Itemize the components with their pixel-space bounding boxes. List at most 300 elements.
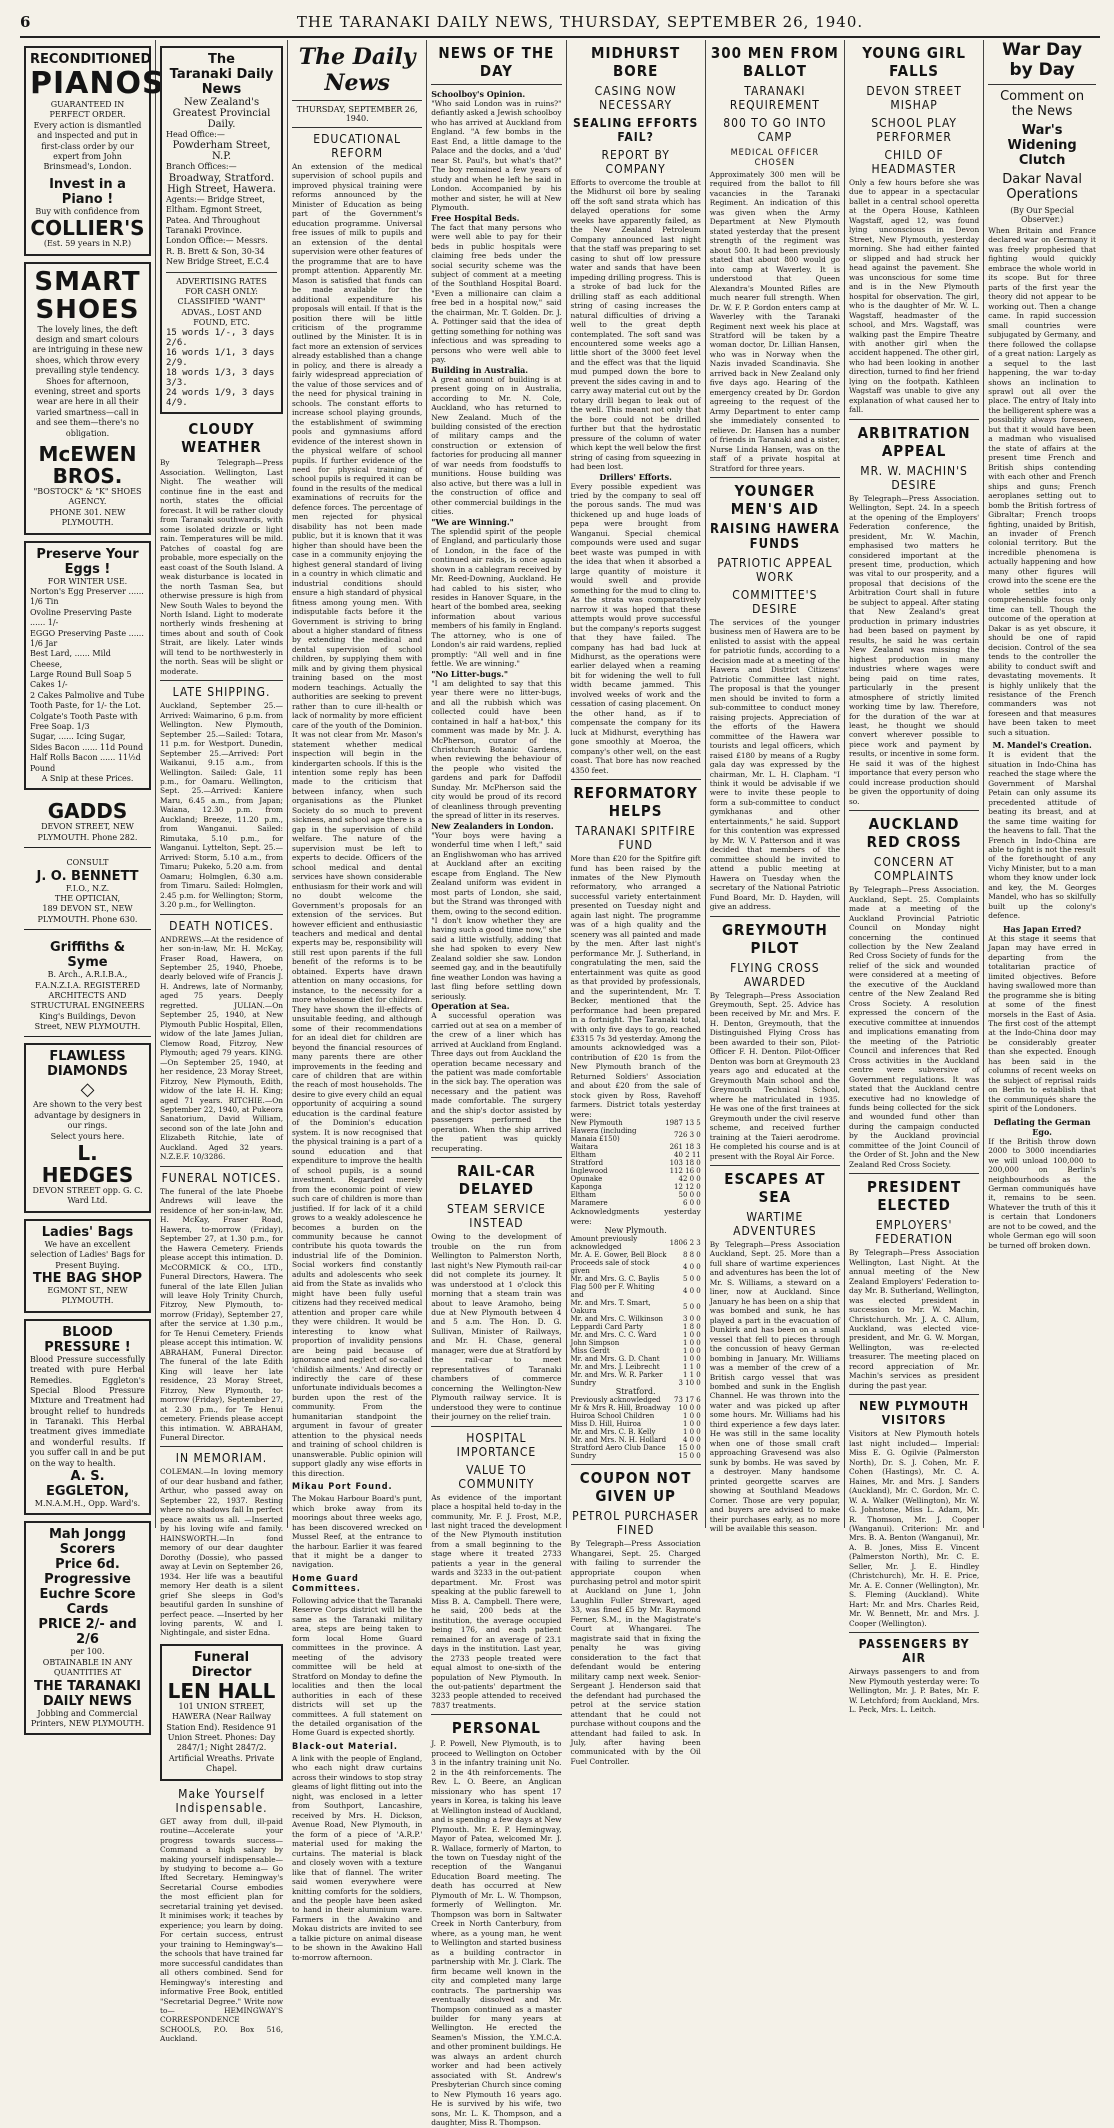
acknowledgments-table xyxy=(571,1235,701,1387)
item-body: The fact that many persons who were well able to pay for their beds in public hospitals were claiming free beds under the social security scheme was the subject of comment at a meeting of the Southland Hospital Board. "Even a millionaire can claim a free bed in a hospital now," said the chairman, Mr. T. Golden. Dr. J. A. Pottinger said that the idea of getting something for nothing was infectious and was spreading to persons who were well able to pay. xyxy=(431,222,562,365)
pianos-ad xyxy=(24,46,165,256)
section-heading: Make Yourself Indispensable. xyxy=(175,1786,268,1815)
price-line: 2 Cakes Palmolive and Tube Tooth Paste, for 1/- the Lot. xyxy=(30,690,145,711)
ad-store: McEWEN BROS. xyxy=(38,442,137,488)
article-subhead: PETROL PURCHASER FINED xyxy=(572,1509,700,1538)
table-cell: 3 0 0 xyxy=(682,1315,701,1324)
ad-title: Progressive Euchre Score Cards xyxy=(39,1572,136,1618)
article-subhead: CONCERN AT COMPLAINTS xyxy=(873,855,955,884)
table-row xyxy=(571,1436,701,1444)
table-row xyxy=(571,1159,701,1167)
table-cell: Amount previously acknowledged xyxy=(570,1235,638,1252)
table-cell: Kaponga xyxy=(570,1183,602,1192)
table-cell: 4 0 0 xyxy=(682,1436,701,1445)
item-heading: Free Hospital Beds. xyxy=(431,212,520,223)
ad-title: PIANOS xyxy=(30,66,165,101)
table-row xyxy=(571,1119,701,1127)
table-cell: 1 1 0 xyxy=(682,1371,701,1380)
table-row xyxy=(571,1371,701,1379)
ad-title: SMART SHOES xyxy=(34,266,141,326)
table-cell: Mr & Mrs R. Hill, Broadway xyxy=(570,1404,671,1413)
table-cell: Eltham xyxy=(570,1151,596,1160)
table-cell: Huiroa School Children xyxy=(570,1412,655,1421)
section-heading: FUNERAL NOTICES. xyxy=(161,1170,282,1185)
table-cell: 15 0 0 xyxy=(678,1444,701,1453)
table-cell: Waitara xyxy=(570,1143,599,1152)
ad-title: Funeral Director xyxy=(191,1649,252,1680)
table-cell: 112 16 0 xyxy=(669,1167,701,1176)
article-subhead: VALUE TO COMMUNITY xyxy=(458,1462,535,1491)
table-cell: New Plymouth xyxy=(570,1119,623,1128)
ad-text: PHONE 301. NEW PLYMOUTH. xyxy=(49,507,126,528)
article-subhead: 800 TO GO INTO CAMP xyxy=(723,116,827,144)
table-cell: Stratford Aero Club Dance xyxy=(570,1444,666,1453)
item-heading: Schoolboy's Opinion. xyxy=(431,89,526,99)
ad-text: Are shown to the very best advantage by designers in our rings. xyxy=(32,1100,143,1131)
table-row xyxy=(571,1347,701,1355)
rate-line: 24 words 1/9, 3 days 4/9. xyxy=(166,388,275,409)
article-headline: YOUNG GIRL FALLS xyxy=(862,44,966,80)
table-row xyxy=(571,1404,701,1412)
item-heading: Mikau Port Found. xyxy=(292,1482,393,1493)
price-line: Half Rolls Bacon ...... 11½d Pound xyxy=(30,753,141,773)
article-body: Auckland, September 25.—Arrived: Waimarino, 6 p.m. from Wellington. New Plymouth, September 25.—Sailed: Totara, 11 p.m. for Westport. Dunedin, September 25.—Arrived: Port Waikanui, 9.15 a.m., from Wellington. Sailed: Gale, 11 p.m., for Oamaru. Wellington, Sept. 25.—Arrived: Kaniere Maru, 6.45 a.m., from Japan; Waiana, 12.30 p.m. from Auckland; Breeze, 11.20 p.m., from Wanganui. Sailed: Rimutaka, 5.10 p.m., for Wanganui. Lyttelton, Sept. 25.—Arrived: Storm, 5.10 a.m., from Timaru; Pukeko, 5.20 a.m. from Oamaru; Holmglen, 6.30 a.m. from Timaru. Sailed: Holmglen, 2.45 p.m. for Wellington; Storm, 3.20 p.m., for Wellington. xyxy=(160,701,284,910)
article-subhead: CASING NOW NECESSARY xyxy=(594,84,677,112)
table-cell: 3 10 0 xyxy=(678,1379,701,1388)
table-row xyxy=(571,1283,701,1299)
editorial-masthead: The Daily News xyxy=(298,44,416,96)
ad-text: Price 6d. xyxy=(55,1557,120,1573)
item-body: "Your boys were having a wonderful time when I left," said an Englishwoman who has arrived at Auckland after an exciting escape from England. The New Zealand uniform was evident in most parts of London, she said, but the Strand was thronged with them, owing to the second edition. "I don't know whether they are having such a good time now," she said a little wistfully, adding that she had spoken to every New Zealand soldier she saw. London seemed gay, and in the beautifully fine weather London was having a last fling before settling down seriously. xyxy=(431,830,562,1001)
news-item xyxy=(431,89,561,213)
article-subhead: SEALING EFFORTS FAIL? xyxy=(572,116,699,144)
article-body: J. P. Powell, New Plymouth, is to proceed to Wellington on October 3 in the infantry training unit No. 2 in the 4th reinforcements. The Rev. L. O. Beere, an Anglican missionary who has spent 17 years in Korea, is taking his leave at Wellington instead of Auckland, and is spending a few days at New Plymouth. Mr. E. P. Hemingway, Mayor of Patea, welcomed Mr. J. R. Wallace, formerly of Marton, to the town on Tuesday night of the reception of the Wanganui Education Board meeting. The death has occurred at New Plymouth of Mr. L. W. Thompson, formerly of Wellington. Mr. Thompson was born in Saltwater Creek in North Canterbury, from where, as a young man, he went to Wellington and started business as a building contractor in partnership with Mr. J. Clark. The firm became well known in the city and completed many large contracts. The partnership was eventually dissolved and Mr. Thompson continued as a master builder for many years at Wellington. He erected the Seamen's Mission, the Y.M.C.A. and other prominent buildings. He was always an ardent church worker and had been actively associated with St. Andrew's Presbyterian Church since coming to New Plymouth 16 years ago. He is survived by his wife, two sons, Mr. L. K. Thompson, and a daughter, Miss R. Thompson. xyxy=(431,1739,562,2128)
ad-text: Jobbing and Commercial Printers, NEW PLYMOUTH. xyxy=(30,1708,145,1728)
page-number: 6 xyxy=(20,13,31,31)
article-body: Approximately 300 men will be required from the ballot to fill vacancies in the Taranaki Regiment. An indication of this was given when the Army Department at New Plymouth stated yesterday that the present strength of the regiment was about 500. It had been previously stated that about 800 would go into camp at Waverley. It is understood that Queen Alexandra's Mounted Rifles are much nearer full strength. When Dr. W. F. P. Gordon enters camp at Waverley with the Taranaki Regiment next week his place at Stratford will be taken by a woman doctor, Dr. Lillian Hansen, who was in Norway when the Nazis invaded Scandinavia. She arrived back in New Zealand only five days ago. Hearing of the emergency created by Dr. Gordon agreeing to the request of the Army Department to enter camp she immediately consented to relieve. Dr. Hansen has a number of friends in Taranaki and a sister, Nurse Linda Hansen, was on the staff of a private hospital at Stratford for three years. xyxy=(709,170,840,473)
table-cell: 261 18 3 xyxy=(669,1143,701,1152)
office-notice xyxy=(160,46,283,414)
item-heading: Stratford. xyxy=(615,1387,656,1397)
ad-heading: Invest in a Piano ! xyxy=(49,176,126,207)
table-row xyxy=(571,1420,701,1428)
table-cell: 1 0 0 xyxy=(682,1355,701,1364)
rate-line: 18 words 1/3, 3 days 3/3. xyxy=(166,368,275,389)
article-headline: YOUNGER MEN'S AID xyxy=(730,482,819,518)
ad-text: CONSULT xyxy=(66,858,109,868)
ad-text: We have an excellent selection of Ladies' Bags for Present Buying. xyxy=(30,1239,145,1270)
table-cell: 50 0 0 xyxy=(678,1191,701,1200)
article-subhead: REPORT BY COMPANY xyxy=(601,148,670,176)
section-heading: IN MEMORIAM. xyxy=(175,1451,268,1466)
article-headline: NEW PLYMOUTH VISITORS xyxy=(859,1399,970,1428)
ad-text: F.I.O., N.Z. xyxy=(65,883,110,893)
table-cell: Mr. and Mrs. C. B. Kelly xyxy=(570,1428,656,1437)
table-row xyxy=(571,1199,701,1207)
table-row xyxy=(571,1299,701,1315)
article-body: By Telegraph—Press Association Auckland, Sept. 25. More than a full share of wartime experiences and adventures has been the lot of Mr. S. Williams, a steward on a liner, now at Auckland. Since January he has been on a ship that was bombed and sunk, he has played a part in the evacuation of Dunkirk and has been on a small vessel that fell to pieces through the concussion of heavy German bombing in January. Mr. Williams was a member of the crew of a British cargo vessel that was bombed and sunk in the English Channel. He was thrown into the water and was picked up after some hours. Mr. Williams had his third experience a few days later. He was still in the same locality when one of those small craft approaching Gravesend was also sunk by bombs. He was saved by a destroyer. Many handsome printed georgette scarves are showing at Southland Meadows Corner. Those are very popular, and buyers are advised to make their purchases early, as no more will be available this season. xyxy=(709,1239,840,1534)
ad-text: B. Arch., A.R.I.B.A., F.A.N.Z.I.A. REGISTERED ARCHITECTS AND STRUCTURAL ENGINEERS King's Buildings, Devon Street, NEW PLYMOUTH. xyxy=(30,970,145,1032)
table-cell: Sundry xyxy=(570,1452,597,1461)
article-headline: War Day by Day xyxy=(1002,40,1083,80)
table-cell: 1 8 0 xyxy=(682,1323,701,1332)
article-body: ANDREWS.—At the residence of her son-in-law, Mr. H. McKay, Fraser Road, Hawera, on September 25, 1940, Phoebe, dearly beloved wife of Francis J. H. Andrews, late of Normanby, aged 75 years. Deeply regretted. JULIAN.—On September 25, 1940, at New Plymouth Public Hospital, Ellen, widow of the late James Julian, Clemow Road, Fitzroy, New Plymouth; aged 79 years. KING.—On September 25, 1940, at her residence, 23 Moray Street, Fitzroy, New Plymouth, Edith, widow of the late H. H. King; aged 71 years. RITCHIE.—On September 22, 1940, at Pukeora Sanatorium, David William, second son of the late John and Elizabeth Ritchie, late of Auckland. Aged 32 years. N.Z.E.F. 10/3286. xyxy=(160,934,284,1162)
ad-text: The lovely lines, the deft design and smart colours are intriguing in these new shoes, which throw every prevailing style tendency. Shoes for afternoon, evening, street and sports wear are here in all their varied smartness—call in and see them—there's no obligation. xyxy=(32,324,143,438)
table-row xyxy=(571,1275,701,1283)
price-line: A Snip at these Prices. xyxy=(41,773,134,783)
byline: (By Our Special Observer.) xyxy=(1010,206,1075,224)
mahjong-ad xyxy=(24,1521,151,1735)
table-row xyxy=(571,1339,701,1347)
ad-store: GADDS xyxy=(47,799,128,824)
ad-text: EGMONT ST., NEW PLYMOUTH. xyxy=(47,1285,128,1306)
table-row xyxy=(571,1175,701,1183)
table-cell: Miss D. Hill, Huiroa xyxy=(570,1420,642,1429)
item-body: The Mokau Harbour Board's punt, which broke away from its moorings about three weeks ago, has been discovered wrecked on Mussel Reef, at the entrance to the harbour. Earlier it was feared that it might be a danger to navigation. xyxy=(292,1494,423,1570)
article-subhead: MEDICAL OFFICER CHOSEN xyxy=(730,148,820,168)
article-body: By Telegraph—Press Association. Wellington, Last Night. The weather will continue fine in the east and north, states the official forecast. It will be rather cloudy from Taranaki southwards, with some isolated drizzle or light rain. Temperatures will be mild. Patches of coastal fog are probable, more especially on the east coast of the South Island. A weak disturbance is located in the north Tasman Sea, but otherwise pressure is high from New South Wales to beyond the North Island. Light to moderate northerly winds freshening at times about and south of Cook Strait, are likely. Later winds will tend to be northwesterly in the north. Seas will be slight or moderate. xyxy=(160,458,284,676)
article-body: More than £20 for the Spitfire gift fund has been raised by the inmates of the New Plymouth reformatory, who arranged a successful variety entertainment presented on Tuesday night and again last night. The programme was of a high quality and the scenery was all painted and made by the men. After last night's performance Mr. J. Sutherland, in congratulating the men, said the entertainment was quite as good as that provided by professionals, and the superintendent, Mr. T. Becker, mentioned that the performance had been prepared in a fortnight. The Taranaki total, with only five days to go, reached £3315 7s 3d yesterday. Among the amounts acknowledged was a contribution of £20 1s from the New Plymouth branch of the Returned Soldiers' Association and about £20 from the sale of stock given by Ross, Ravehoff farmers. District totals yesterday were: xyxy=(570,854,701,1119)
table-cell: Sundry xyxy=(570,1379,597,1388)
news-item xyxy=(431,365,561,517)
item-heading: Black-out Material. xyxy=(292,1741,398,1752)
price-list xyxy=(30,587,145,784)
ad-text: Blood Pressure successfully treated with pure Herbal Remedies. Eggleton's Special Blood Pressure Mixture and Treatment had brought relief to hundreds in Taranaki. This Herbal treatment gives immediate and wonderful results. If you suffer call in and be put on the way to health. xyxy=(30,1354,145,1468)
article-body: Visitors at New Plymouth hotels last night included— Imperial: Miss E. G. Ogilvie (Palmerston North), Dr. S. J. Cohen, Mr. F. Cohen (Hastings), Mr. C. A. Haines, Mr. and Mrs. J. Sanders (Auckland), Mr. C. Gordon, Mr. C. W. A. Walker (Wellington), Mr. W. G. Johnstone, Miss L. Adam, Mr. R. Thomson, Mr. J. Cooper (Wanganui). Criterion: Mr. and Mrs. B. A. Benton (Wanganui), Mr. A. B. Jones, Miss E. Vincent (Palmerston North), Mr. C. E. Seller, Mr. J. E. Hindley (Christchurch), Mr. H. E. Price, Mr. A. E. Conner (Wellington), Mr. S. Fleming (Auckland). White Hart: Mr. and Mrs. Charles Reid, Mr. W. Bennett, Mr. and Mrs. J. Cooper (Wellington). xyxy=(848,1429,980,1628)
notice-text: Agents:— Bridge Street, Eltham. Egmont Street, Patea. And Throughout Taranaki Province. xyxy=(166,194,265,235)
ad-text: 189 DEVON ST., NEW PLYMOUTH. Phone 630. xyxy=(37,904,138,924)
item-heading: M. Mandel's Creation. xyxy=(992,740,1092,751)
ad-store: Griffiths & Syme xyxy=(49,940,126,971)
article-headline: COUPON NOT GIVEN UP xyxy=(579,1469,692,1506)
article-body: Owing to the development of trouble on the run from Wellington to Palmerston North, last night's New Plymouth rail-car did not complete its journey. It was understood at 1 o'clock this morning that a steam train was about to leave Aramoho, being due at New Plymouth between 4 and 5 a.m. The Hon. D. G. Sullivan, Minister of Railways, and Mr. H. Chase, general manager, were due at Stratford by the rail-car to meet representatives of Taranaki chambers of commerce concerning the Wellington-New Plymouth railway service. It is understood they were to continue their journey on the relief train. xyxy=(431,1232,562,1422)
notice-text: London Office:— Messrs. R. B. Brett & Son, 30-34 New Bridge Street, E.C.4 xyxy=(166,236,270,267)
news-item xyxy=(431,1001,561,1153)
ad-store: L. HEDGES xyxy=(41,1141,134,1188)
table-cell: Opunake xyxy=(570,1175,603,1184)
article-headline: ARBITRATION APPEAL xyxy=(857,423,971,460)
article-body: It is evident that the situation in Indo-China has reached the stage where the Government of Marshal Petain can only assume its precedented attitude of beating its breast, and at the same time waiting for the heavens to fall. That the French in Indo-China are able to fight is not the result of the forethought of any Vichy Minister, but to a man whom they know under lock and key, the M. Georges Mandel, who has so skilfully built up the colony's defence. xyxy=(988,750,1096,921)
article-headline: 300 MEN FROM BALLOT xyxy=(710,44,839,80)
table-row xyxy=(571,1151,701,1159)
item-heading: Deflating the German Ego. xyxy=(993,1116,1091,1137)
price-line: Ovoline Preserving Paste ...... 1/- xyxy=(30,607,132,628)
notice-heading: The xyxy=(208,52,235,67)
article-body: The services of the younger business men of Hawera are to be enlisted to assist with the appeal for patriotic funds, according to a decision made at a meeting of the Hawera and District Citizens' Patriotic Committee last night. The proposal is that the younger men should be invited to form a sub-committee to conduct money raising projects. Appreciation of the efforts of the Hawera committee of the Hawera war tourists and legal officers, which raised £180 by means of a Rugby gala day was expressed by the chairman, Mr. L. H. Clapham. "I think it would be advisable if we were to invite these people to form a sub-committee to conduct gymkhanas and other entertainments," he said. Support for this contention was expressed by Mr. W. V. Patterson and it was decided that members of the committee should be invited to attend a public meeting at Hawera on Tuesday when the secretary of the National Patriotic Fund Board, Mr. D. Hayden, will give an address. xyxy=(709,618,840,912)
item-body: A successful operation was carried out at sea on a member of the crew of a liner which has arrived at Auckland from England. Three days out from Auckland the operation became necessary and the patient was made comfortable in the sick bay. The operation was necessary and the patient was made comfortable. The surgery and the ship's doctor assisted by passengers performed the operation. When the ship arrived the patient was quickly recuperating. xyxy=(431,1011,562,1153)
item-heading: "No Litter-bugs." xyxy=(431,668,509,679)
table-row xyxy=(571,1183,701,1191)
notice-heading: Taranaki Daily News xyxy=(169,67,274,97)
table-cell: 42 0 0 xyxy=(678,1175,701,1184)
article-subhead: EMPLOYERS' FEDERATION xyxy=(875,1218,954,1247)
item-heading: Building in Australia. xyxy=(431,364,529,375)
table-cell: Mr. and Mrs. G. C. Baylis xyxy=(570,1275,660,1284)
article-headline: HOSPITAL IMPORTANCE xyxy=(456,1430,537,1459)
article-body: By Telegraph—Press Association Whangarei, Sept. 25. Charged with failing to surrender the appropriate coupon when purchasing petrol and motor spirit at Auckland on June 1, John Laughlin Fuller Strewart, aged 33, was fined £5 by Mr. Raymond Ferner, S.M., in the Magistrate's Court at Whangarei. The magistrate said that in fixing the penalty he was giving consideration to the fact that defendant would be entering military camp next week. Senior-Sergeant J. Henderson said that the defendant had purchased the petrol at the service station attendant that he could not purchase without coupons and the attendant had failed to ask. In July, after having been communicated with by the Oil Fuel Controller. xyxy=(570,1539,701,1766)
notice-text: Powderham Street, N.P. xyxy=(172,140,271,163)
table-row xyxy=(571,1379,701,1387)
table-cell: 726 3 0 xyxy=(674,1131,701,1140)
table-row xyxy=(571,1444,701,1452)
architects-ad xyxy=(24,936,151,1037)
ad-title: Preserve Your Eggs ! xyxy=(36,546,139,577)
table-cell: Mr. A. E. Gower, Bell Block xyxy=(570,1251,667,1260)
item-body: "Who said London was in ruins?" defiantly asked a Jewish schoolboy who has arrived at Auckland from England. "A few bombs in the East End, a little damage to the Palace and the docks, and a 'dud' near St. Paul's, but what's that?" The boy remained a few years of study and when he left he said in London. Accompanied by his mother and sister, he will at New Plymouth. xyxy=(431,99,562,213)
article-body: By Telegraph—Press Association Greymouth, Sept. 25. Advice has been received by Mr. and Mrs. F. H. Denton, Greymouth, that the Distinguished Flying Cross has been awarded to their son, Pilot-Officer F. H. Denton. Pilot-Officer Denton was born at Greymouth 23 years ago and educated at the Greymouth Main school and the Greymouth Technical School, where he matriculated in 1935. He was one of the first trainees at Greymouth under the civil reserve scheme, and received further training at the Taieri aerodrome. He completed his course and is at present with the Royal Air Force. xyxy=(709,990,840,1161)
shoes-ad xyxy=(24,262,151,535)
table-cell: Mr. and Mrs. T. Smart, Oakura xyxy=(570,1299,651,1316)
article-headline: GREYMOUTH PILOT xyxy=(721,920,828,957)
editorial-date: THURSDAY, SEPTEMBER 26, 1940. xyxy=(296,105,418,123)
ad-text: THE OPTICIAN, xyxy=(54,893,121,903)
item-body: "I am delighted to say that this year there were no litter-bugs, and all the rubbish which was collected could have been contained in half a hat-box," this comment was made by Mr. J. A. McPherson, curator of the Christchurch Botanic Gardens, when reviewing the behaviour of the people who visited the gardens and park for Daffodil Sunday. Mr. McPherson said the city would be proud of its record of cleanliness through preventing the spread of litter in its reserves. xyxy=(431,678,562,821)
article-body: When Britain and France declared war on Germany it was freely prophesied that fighting would quickly embrace the whole world in its scope. But for three parts of the first year the theory did not appear to be working out. Then a change came. In rapid succession small countries were subjugated by Germany, and there followed the collapse of a great nation: Largely as a sequel to the last happening, the war to-day shows an inclination to sprawl out all over the place. The entry of Italy into the belligerent sphere was a possibility always foreseen, but that it would have been a madman who visualised the state of affairs at the present time French and British ships contending with each other and French ships and guns; French aeroplanes setting out to bomb the British fortress of Gibraltar; French troops fighting, unaided by British, an invader of French colonial territory. But the incredible phenomena is actually happening and how many other figures will crowd into the scene ere the whole settles into a comprehensible focus only time can tell. Though the outcome of the operation at Dakar is as yet obscure, it should be one of rapid decision. Control of the sea tends to the controller the ability to conduct swift and devastating movements. It is highly unlikely that the resistance of the French commanders was not foreseen and that measures have been taken to meet such a situation. xyxy=(988,226,1096,737)
table-row xyxy=(571,1127,701,1143)
district-totals-table xyxy=(571,1119,701,1207)
article-body: COLEMAN.—In loving memory of our dear husband and father, Arthur, who passed away on September 22, 1937. Resting where no shadows fall In perfect peace awaits us all. —Inserted by his loving wife and family. HAINSWORTH.—In fond memory of our dear daughter Dorothy (Dossie), who passed away at Levin on September 26, 1934. Her life was a beautiful memory Her death is a silent grief She sleeps in God's beautiful garden In sunshine of perfect peace. —Inserted by her loving parents, W. and I. Nightingale, and sister Edna. xyxy=(160,1467,284,1638)
table-row xyxy=(571,1428,701,1436)
eggs-ad xyxy=(24,541,151,791)
item-heading: New Plymouth. xyxy=(604,1226,667,1236)
article-subhead: TARANAKI REQUIREMENT xyxy=(729,84,820,112)
article-headline: PRESIDENT ELECTED xyxy=(867,1178,962,1215)
article-body: Every possible expedient was tried by the company to seal off the porous sands. The mud was thickened up and huge loads of pepa were brought from Wanganui. Special chemical compounds were used and sugar beet waste was pumped in with the idea that when it absorbed a large quantity of moisture it would swell and provide something for the mud to cling to. As the strata was comparatively narrow it was hoped that these attempts would prove successful but the company's reports suggest that they have failed. The company has had bad luck at Midhurst, as the operations were earlier delayed when a reaming bit for widening the well to full width became jammed. This involved weeks of work and the cessation of casing placement. On the other hand, as if to compensate the company for its luck at Midhurst, everything has gone smoothly at Moeroa, the company's other well, on the east coast. That bore has now reached 4350 feet. xyxy=(570,481,701,775)
table-cell: 1 0 0 xyxy=(682,1420,701,1429)
item-heading: Has Japan Erred? xyxy=(1002,923,1082,934)
article-body: Only a few hours before she was due to appear in a spectacular ballet in a central school operetta at the Opera House, Kathleen Wagstaff, aged 12, was found lying unconscious in Devon Street, New Plymouth, yesterday morning. She had either fainted or slipped and had struck her head against the pavement. She was unconscious for some time and is in the New Plymouth hospital for observation. The girl, who is the daughter of Mr. W. L. Wagstaff, headmaster of the school, and Mrs. Wagstaff, was walking past the Empire Theatre with another girl when the accident happened. The other girl, who had been looking in another direction, turned to find her friend lying on the footpath. Kathleen Wagstaff was unable to give any explanation of what caused her to fall. xyxy=(848,178,980,415)
column-ballot xyxy=(706,40,845,1534)
table-cell: Mr. and Mrs. C. Wilkinson xyxy=(570,1315,664,1324)
table-row xyxy=(571,1259,701,1275)
table-cell: 5 0 0 xyxy=(682,1275,701,1284)
diamond-ring-icon: ◇ xyxy=(80,1079,95,1101)
newspaper-masthead: THE TARANAKI DAILY NEWS, THURSDAY, SEPTEMBER 26, 1940. xyxy=(296,13,864,31)
article-subhead: MR. W. MACHIN'S DESIRE xyxy=(860,463,968,492)
article-body: At this stage it seems that Japan may have erred in departing from the totalitarian practice of limited objectives. Before having swallowed more than the programme she is biting at some of the finest morsels in the East of Asia. The first cost of the attempt at the Indo-China door may be considerably greater than she expected. Enough has been said in the columns of recent weeks on the subject of reprisal raids on Berlin to establish that the communiqués share the spirit of the Londoners. xyxy=(988,933,1096,1114)
price-line: Colgate's Tooth Paste with Free Soap. 1/3 xyxy=(30,711,138,732)
article-headline: RAIL-CAR DELAYED xyxy=(457,1162,536,1199)
ad-title: Mah Jongg Scorers xyxy=(48,1527,127,1558)
table-cell: 1 0 0 xyxy=(682,1347,701,1356)
table-cell: Mr. and Mrs. C. C. Ward xyxy=(570,1331,657,1340)
editorial-body: An extension of the medical supervision of school pupils and improved physical training were reforms announced by the Minister of Education as being part of the Government's education programme. Universal free issues of milk to pupils and an extension of the dental supervision were other features of the programme that are to have prompt attention. Apparently Mr. Mason is satisfied that funds can be made available for the additional expenditure his proposals will entail. If that is the position there will be little criticism of the programme outlined by the Minister. It is in fact more an extension of services already established than a change in policy, and there is already a fairly widespread appreciation of the value of those services and of the need for physical training in schools. The constant efforts to increase school playing grounds, the establishment of swimming pools and gymnasiums afford evidence of the interest shown in the physical welfare of school pupils. If further evidence of the need for physical training of school pupils is required it can be found in the results of the medical examinations of recruits for the defence forces. The percentage of men rejected for physical disability has not been made public, but it is known that it was higher than should have been the case in a community enjoying the highest general standard of living in a country in which climatic and industrial conditions should ensure a high standard of physical fitness among young men. With indisputable facts before it the Government is striving to bring about a higher standard of fitness by extending the medical and dental supervision of school children, by supplying them with milk and by giving them physical training based on the most modern teachings. Actually the authorities are seeking to prevent rather than to cure ill-health or lack of normality by more efficient care of the youth of the Dominion. It was not clear from Mr. Mason's statement whether medical inspection will begin in the kindergarten schools. If this is the intention some reply has been made to the criticism that between infancy, when such organisations as the Plunket Society do so much to prevent sickness, and school age there is a gap in the supervision of child welfare. The nature of the supervision must be left to experts to decide. Officers of the school medical and dental services have shown considerable enthusiasm for their work and will no doubt welcome the Government's proposals for an extension of the services. But however efficient and enthusiastic teachers and medical and dental experts may be, responsibility will still rest upon parents if the full benefit of the reforms is to be obtained. Experts have drawn attention on many occasions, for instance, to the necessity for a more wholesome diet for children. They have shown the ill-effects of unsuitable feeding, and although some of their recommendations for an ideal diet for children are beyond the financial resources of many parents there are other improvements in the feeding and care of children that are within the reach of most households. The desire to give every child an equal opportunity of acquiring a sound education is the cardinal feature of the Dominion's education system. It is now recognised that the physical training is a part of a sound education and that expenditure to improve the health of school pupils, is a sound investment. Regarded merely from the economic point of view such care of children is more than justified. If for lack of it a child grows to a weakly adolescence he becomes a burden on the community because he cannot contribute his quota towards the industrial life of the Dominion. Social workers find constantly adults and adolescents who seek aid from the State as invalids who might have been fully useful citizens had they received medical attention and proper care while they were children. It would be interesting to know what proportion of invalidity pensions are being paid because of ignorance and neglect of so-called 'childish ailments.' And directly or indirectly the care of these unfortunate individuals becomes a burden upon the rest of the community. From the humanitarian standpoint the argument in favour of greater attention to the physical needs and training of school children is unanswerable. Public opinion will support gladly any wise efforts in this direction. xyxy=(292,162,423,1478)
ad-text: Select yours here. xyxy=(50,1131,125,1141)
ad-text: GUARANTEED IN PERFECT ORDER. xyxy=(49,100,126,120)
table-cell: Proceeds sale of stock given xyxy=(570,1259,650,1276)
column-midhurst xyxy=(567,40,706,1766)
funeral-director-ad xyxy=(160,1644,283,1781)
table-row xyxy=(571,1323,701,1331)
section-heading: DEATH NOTICES. xyxy=(169,918,274,933)
table-cell: Mr. and Mrs. N. H. Hollard xyxy=(570,1436,667,1445)
news-item xyxy=(431,669,561,821)
item-heading: "We are Winning." xyxy=(431,516,514,527)
article-headline: PERSONAL xyxy=(451,1719,541,1738)
article-subhead: SCHOOL PLAY PERFORMER xyxy=(871,116,957,144)
price-line: Best Lard, ...... Mild Cheese, xyxy=(30,649,111,669)
article-body: As evidence of the important place a hospital held to-day in the community, Mr. F. J. Frost, M.P., last night traced the development of the New Plymouth institution from a small beginning to the stage where it treated 2733 patients a year in the general wards and 3233 in the out-patient department. Mr. Frost was speaking at the public farewell to Miss B. A. Campbell. There were, he said, 200 beds at the institution, the average occupied being 176, and each patient remained for an average of 23.1 days in the institution. Last year, the 2733 people treated were equal almost to one-sixth of the population of New Plymouth. In the out-patients' department the 3233 people attended to received 7837 treatments. xyxy=(431,1492,562,1710)
ad-store: THE TARANAKI DAILY NEWS xyxy=(34,1678,141,1709)
article-subhead: FLYING CROSS AWARDED xyxy=(730,960,820,989)
article-headline: ESCAPES AT SEA xyxy=(724,1169,826,1206)
table-cell: 40 2 11 xyxy=(674,1151,701,1160)
table-row xyxy=(571,1396,701,1404)
column-editorial xyxy=(288,40,427,1962)
table-row xyxy=(571,1355,701,1363)
notice-text: Head Office:— xyxy=(166,130,225,139)
ad-text: (Est. 59 years in N.P.) xyxy=(43,239,132,249)
table-cell: 1 1 0 xyxy=(682,1363,701,1372)
article-subhead: PATRIOTIC APPEAL WORK xyxy=(717,556,833,584)
ad-store: THE BAG SHOP xyxy=(32,1270,143,1286)
table-cell: Mr. and Mrs. J. Leibrecht xyxy=(570,1363,660,1372)
item-heading: New Zealanders in London. xyxy=(431,820,554,831)
table-cell: 73 17 6 xyxy=(674,1396,701,1405)
news-item xyxy=(431,213,561,365)
item-body: A link with the people of England, who each night draw curtains across their windows to stop stray gleams of light flitting out into the night, was enclosed in a letter from Southport, Lancashire, received by Mrs. H. Dickson, Avenue Road, New Plymouth, in the form of a piece of 'A.R.P.' material used for making the curtains. The material is black and closely woven with a texture like that of flannel. The writer said women everywhere were knitting comforts for the soldiers, and the people have been asked to hand in their aluminium ware. Farmers in the Awakino and Mokau districts are invited to see a talkie picture on animal disease to be shown in the Awakino Hall to-morrow afternoon. xyxy=(292,1753,423,1962)
ad-text: M.N.A.M.H., Opp. Ward's. xyxy=(34,1499,141,1509)
article-subhead: War's Widening Clutch xyxy=(1007,123,1077,168)
ad-store: COLLIER'S xyxy=(30,216,145,241)
table-cell: Eltham xyxy=(570,1191,596,1200)
table-cell: Hawera (including Manaia £150) xyxy=(570,1127,637,1144)
article-subhead: COMMITTEE'S DESIRE xyxy=(732,588,818,616)
item-body: Following advice that the Taranaki Reserve Corps district will be the same as the Taranaki military area, steps are being taken to form local Home Guard committees in the province. A meeting of the advisory committee will be held at Stratford on Monday to define the localities and then the local authorities in each of these districts will set up the committees. A full statement on the detailed organisation of the Home Guard is expected shortly. xyxy=(292,1595,423,1738)
article-body: By Telegraph—Press Association. Auckland, Sept. 25. Complaints made at a meeting of the Auckland Provincial Patriotic Council on Monday night concerning the continued collection by the New Zealand Red Cross Society of funds for the relief of the sick and wounded were considered at a meeting of the executive of the Auckland centre of the New Zealand Red Cross Society. A resolution expressed the concern of the executive committee at innuendos and implications emanating from the meeting of the Patriotic Council and inferences that Red Cross activities in the Auckland centre were subversive of Government regulations. It was stated that the Auckland centre executive had no knowledge of funds being collected for the sick and wounded fund other than during the campaign conducted by the Auckland provincial committee of the Joint Council of the Order of St. John and the New Zealand Red Cross Society. xyxy=(848,885,980,1169)
column-war-day-by-day xyxy=(984,40,1100,1528)
ad-text: per 100. xyxy=(70,1647,105,1657)
optician-ad xyxy=(24,854,151,930)
rate-line: 15 words 1/-, 3 days 2/6. xyxy=(166,328,275,349)
editorial-headline: EDUCATIONAL REFORM xyxy=(313,132,402,160)
table-cell: 1 0 0 xyxy=(682,1331,701,1340)
table-row xyxy=(571,1167,701,1175)
table-cell: 1806 2 3 xyxy=(669,1239,701,1248)
table-cell: Stratford xyxy=(570,1159,604,1168)
table-cell: 8 8 0 xyxy=(682,1251,701,1260)
notice-text: New Zealand's Greatest Provincial Daily. xyxy=(172,97,271,130)
item-body: The splendid spirit of the people of England, and particularly those of London, in the face of the continued air raids, is once again shown in a cablegram received by Mr. Reed-Downing, Auckland. He had cabled to his sister, who resides in Hanover Square, in the heart of the bombed area, seeking information about various members of his family in England. The attorney, who is one of London's air raid wardens, replied promptly: "All well and in fine fettle. We are winning." xyxy=(431,526,562,669)
table-cell: Mr. and Mrs. W. R. Parker xyxy=(570,1371,663,1380)
table-cell: 4 0 0 xyxy=(682,1287,701,1296)
ad-store: LEN HALL xyxy=(167,1678,276,1703)
rates-heading: ADVERTISING RATES FOR CASH ONLY: xyxy=(176,276,267,296)
article-subhead: CHILD OF HEADMASTER xyxy=(871,148,957,176)
article-body: The funeral of the late Phoebe Andrews will leave the residence of her son-in-law, Mr. H. McKay, Fraser Road, Hawera, to-morrow (Friday), September 27, at 1.30 p.m., for the Hawera Cemetery. Friends please accept this intimation. D. McCORMICK & CO., LTD., Funeral Directors, Hawera. The funeral of the late Ellen Julian will leave Holy Trinity Church, Fitzroy, New Plymouth, to-morrow (Friday), September 27, after the service at 1.30 p.m., for Te Henui Cemetery. Friends please accept this intimation. W. ABRAHAM, Funeral Director. The funeral of the late Edith King will leave her late residence, 23 Moray Street, Fitzroy, New Plymouth, to-morrow (Friday), September 27, at 2.30 p.m., for Te Henui cemetery. Friends please accept this intimation. W. ABRAHAM, Funeral Director. xyxy=(160,1186,284,1442)
ad-text: 101 UNION STREET, HAWERA (Near Railway Station End). Residence 91 Union Street. Phones: Day 2847/1; Night 2847/2. Artificial Wreaths. Private Chapel. xyxy=(166,1701,277,1774)
item-heading: Home Guard Committees. xyxy=(292,1573,361,1594)
article-headline: PASSENGERS BY AIR xyxy=(858,1637,970,1666)
price-line: Large Round Bull Soap 5 Cakes 1/- xyxy=(30,670,132,690)
rates-sub: CLASSIFIED "WANT" ADVAS., LOST AND FOUND, ETC. xyxy=(177,297,266,328)
ad-title: Ladies' Bags xyxy=(41,1224,134,1240)
article-subhead: Dakar Naval Operations xyxy=(1002,172,1082,202)
ad-text: DEVON STREET, NEW PLYMOUTH. Phone 282. xyxy=(37,822,138,842)
table-cell: 5 0 0 xyxy=(682,1303,701,1312)
article-subhead: STEAM SERVICE INSTEAD xyxy=(446,1202,546,1231)
ad-heading: RECONDITIONED xyxy=(30,52,152,67)
table-cell: Leppardi Card Party xyxy=(570,1323,643,1332)
newspaper-columns xyxy=(20,40,1100,2128)
ad-text: Every action is dismantled and inspected and put in first-class order by our expert from John Brinsmead's, London. xyxy=(33,120,142,172)
price-line: Sides Bacon ...... 11d Pound xyxy=(30,742,144,752)
article-body: Acknowledgments yesterday were: xyxy=(570,1207,701,1226)
page-header xyxy=(20,8,1100,38)
article-subhead: DEVON STREET MISHAP xyxy=(866,84,962,112)
table-cell: Inglewood xyxy=(570,1167,608,1176)
table-cell: 1 0 0 xyxy=(682,1339,701,1348)
table-cell: 10 0 0 xyxy=(678,1404,701,1413)
diamonds-ad xyxy=(24,1043,151,1212)
table-cell: Mr. and Mrs. G. D. Chant xyxy=(570,1355,660,1364)
article-headline: MIDHURST BORE xyxy=(591,44,681,80)
article-headline: NEWS OF THE DAY xyxy=(438,44,555,80)
article-body: By Telegraph—Press Association Wellington, Last Night. At the annual meeting of the New Zealand Employers' Federation to-day Mr. B. Sutherland, Wellington, was elected president in succession to Mr. W. Machin, Christchurch. Mr. J. A. C. Allum, Auckland, was elected vice-president, and Mr. G. W. Morgan, Wellington, was re-elected treasurer. The meeting placed on record appreciation of Mr. Machin's services as president during the past year. xyxy=(848,1248,980,1390)
table-row xyxy=(571,1315,701,1323)
table-cell: 12 12 0 xyxy=(674,1183,701,1192)
column-ads xyxy=(20,40,165,1728)
ad-text: OBTAINABLE IN ANY QUANTITIES AT xyxy=(42,1657,133,1678)
table-cell: 103 18 0 xyxy=(669,1159,701,1168)
article-body: GET away from dull, ill-paid routine—Accelerate your progress towards success—Command a high salary by making yourself indispensable—by studying to become a— Go Ifted Secretary. Hemingway's Secretarial Course embodies the most efficient plan for secretarial training yet devised. It minimises work; it teaches by experience; you learn by doing. For certain success, entrust your training to Hemingway's—the schools that have trained far more successful candidates than all others combined. Send for Hemingway's interesting and informative Free Book, entitled "Secretarial Degree." Write now to— HEMINGWAY'S CORRESPONDENCE SCHOOLS, P.O. Box 516, Auckland. xyxy=(160,1816,284,2044)
item-heading: Operation at Sea. xyxy=(431,1001,510,1012)
article-body: By Telegraph—Press Association. Wellington, Sept. 24. In a speech at the opening of the Employers' Federation conference, the president, Mr. W. Machin, emphasised two matters he considered important at the present time, production, which was vital to our prosperity, and a proposal that decisions of the Arbitration Court shall in future be subject to appeal. After stating that New Zealand's great production in primary industries had been based on payment by results, he said he was certain New Zealand was missing the highest production in many industries where wages were being paid on time rates, particularly in the present atmosphere of strictly limited working time by law. Therefore, for the duration of the war at least, he thought we should convert wherever possible to piece work and payment by results, or incentive in some form. He said it was of the highest importance that every person who could increase production should be given the opportunity of doing so. xyxy=(848,493,980,806)
table-cell: 1 0 0 xyxy=(682,1428,701,1437)
ad-store: A. S. EGGLETON, xyxy=(45,1469,130,1500)
stratford-table xyxy=(571,1396,701,1460)
ad-text: "BOSTOCK" & "K" SHOES AGENCY. xyxy=(33,487,142,507)
article-headline: CLOUDY WEATHER xyxy=(181,420,262,457)
price-line: EGGO Preserving Paste ...... 1/6 Jar xyxy=(30,628,144,648)
table-row xyxy=(571,1331,701,1339)
table-row xyxy=(571,1363,701,1371)
article-body: Efforts to overcome the trouble at the Midhurst oil bore by sealing off the soft sand strata which has delayed operations for some weeks have apparently failed, as the New Zealand Petroleum Company announced last night that the staff was preparing to set casing to shut off low pressure water and sands that have been impeding drilling progress. This is a stroke of bad luck for the drilling staff as each additional string of casing increases the natural difficulties of driving a well to the great depth contemplated. The soft sand was encountered some weeks ago a little short of the 3000 feet level and the effect was that the liquid mud pumped down the bore to prevent the sides caving in and to carry away material cut out by the rotary drill began to leak out of the well. This meant not only that the bore could not be drilled further but that the hydrostatic pressure of the column of water which kept the well below the first string of casing from squeezing in had been lost. xyxy=(570,178,701,472)
gadds-ad xyxy=(24,796,151,848)
table-cell: Maramere xyxy=(570,1199,608,1208)
news-item xyxy=(431,821,561,1001)
ad-text: Buy with confidence from xyxy=(35,206,140,216)
item-heading: Drillers' Efforts. xyxy=(599,471,672,482)
rate-line: 16 words 1/1, 3 days 2/9. xyxy=(166,348,275,369)
blood-pressure-ad xyxy=(24,1319,151,1516)
article-headline: REFORMATORY HELPS xyxy=(573,784,698,821)
section-heading: LATE SHIPPING. xyxy=(172,685,271,700)
notice-text: Broadway, Stratford. High Street, Hawera. xyxy=(167,172,276,195)
table-row xyxy=(571,1251,701,1259)
article-headline: AUCKLAND RED CROSS xyxy=(866,815,962,852)
article-subhead: RAISING HAWERA FUNDS xyxy=(709,522,840,552)
article-body: If the British throw down 2000 to 3000 incendiaries we will unload 100,000 to 200,000 on Berlin's neighbourhoods as the German communiqués have it, remains to be seen. Whatever the truth of this it is certain that Londoners are not to be cowed, and the whole German ego will soon be turned off broken down. xyxy=(988,1136,1096,1250)
table-cell: 6 0 0 xyxy=(682,1199,701,1208)
table-row xyxy=(571,1452,701,1460)
table-cell: 1 0 0 xyxy=(682,1412,701,1421)
table-cell: Previously acknowledged xyxy=(570,1396,661,1405)
news-item xyxy=(431,517,561,669)
ad-title: BLOOD PRESSURE ! xyxy=(44,1324,131,1355)
table-row xyxy=(571,1412,701,1420)
ad-text: PRICE 2/- and 2/6 xyxy=(38,1617,137,1648)
table-cell: John Simpson xyxy=(570,1339,620,1348)
ad-text: FOR WINTER USE. xyxy=(47,576,128,586)
ad-store: J. O. BENNETT xyxy=(36,868,139,884)
table-cell: Flag 500 per F. Whiting and xyxy=(570,1283,655,1300)
table-cell: 4 0 0 xyxy=(682,1263,701,1272)
table-cell: Miss Gerdt xyxy=(570,1347,610,1356)
table-cell: 15 0 0 xyxy=(678,1452,701,1461)
price-line: Sugar, ...... Icing Sugar, xyxy=(30,732,126,742)
bagshop-ad xyxy=(24,1219,151,1313)
